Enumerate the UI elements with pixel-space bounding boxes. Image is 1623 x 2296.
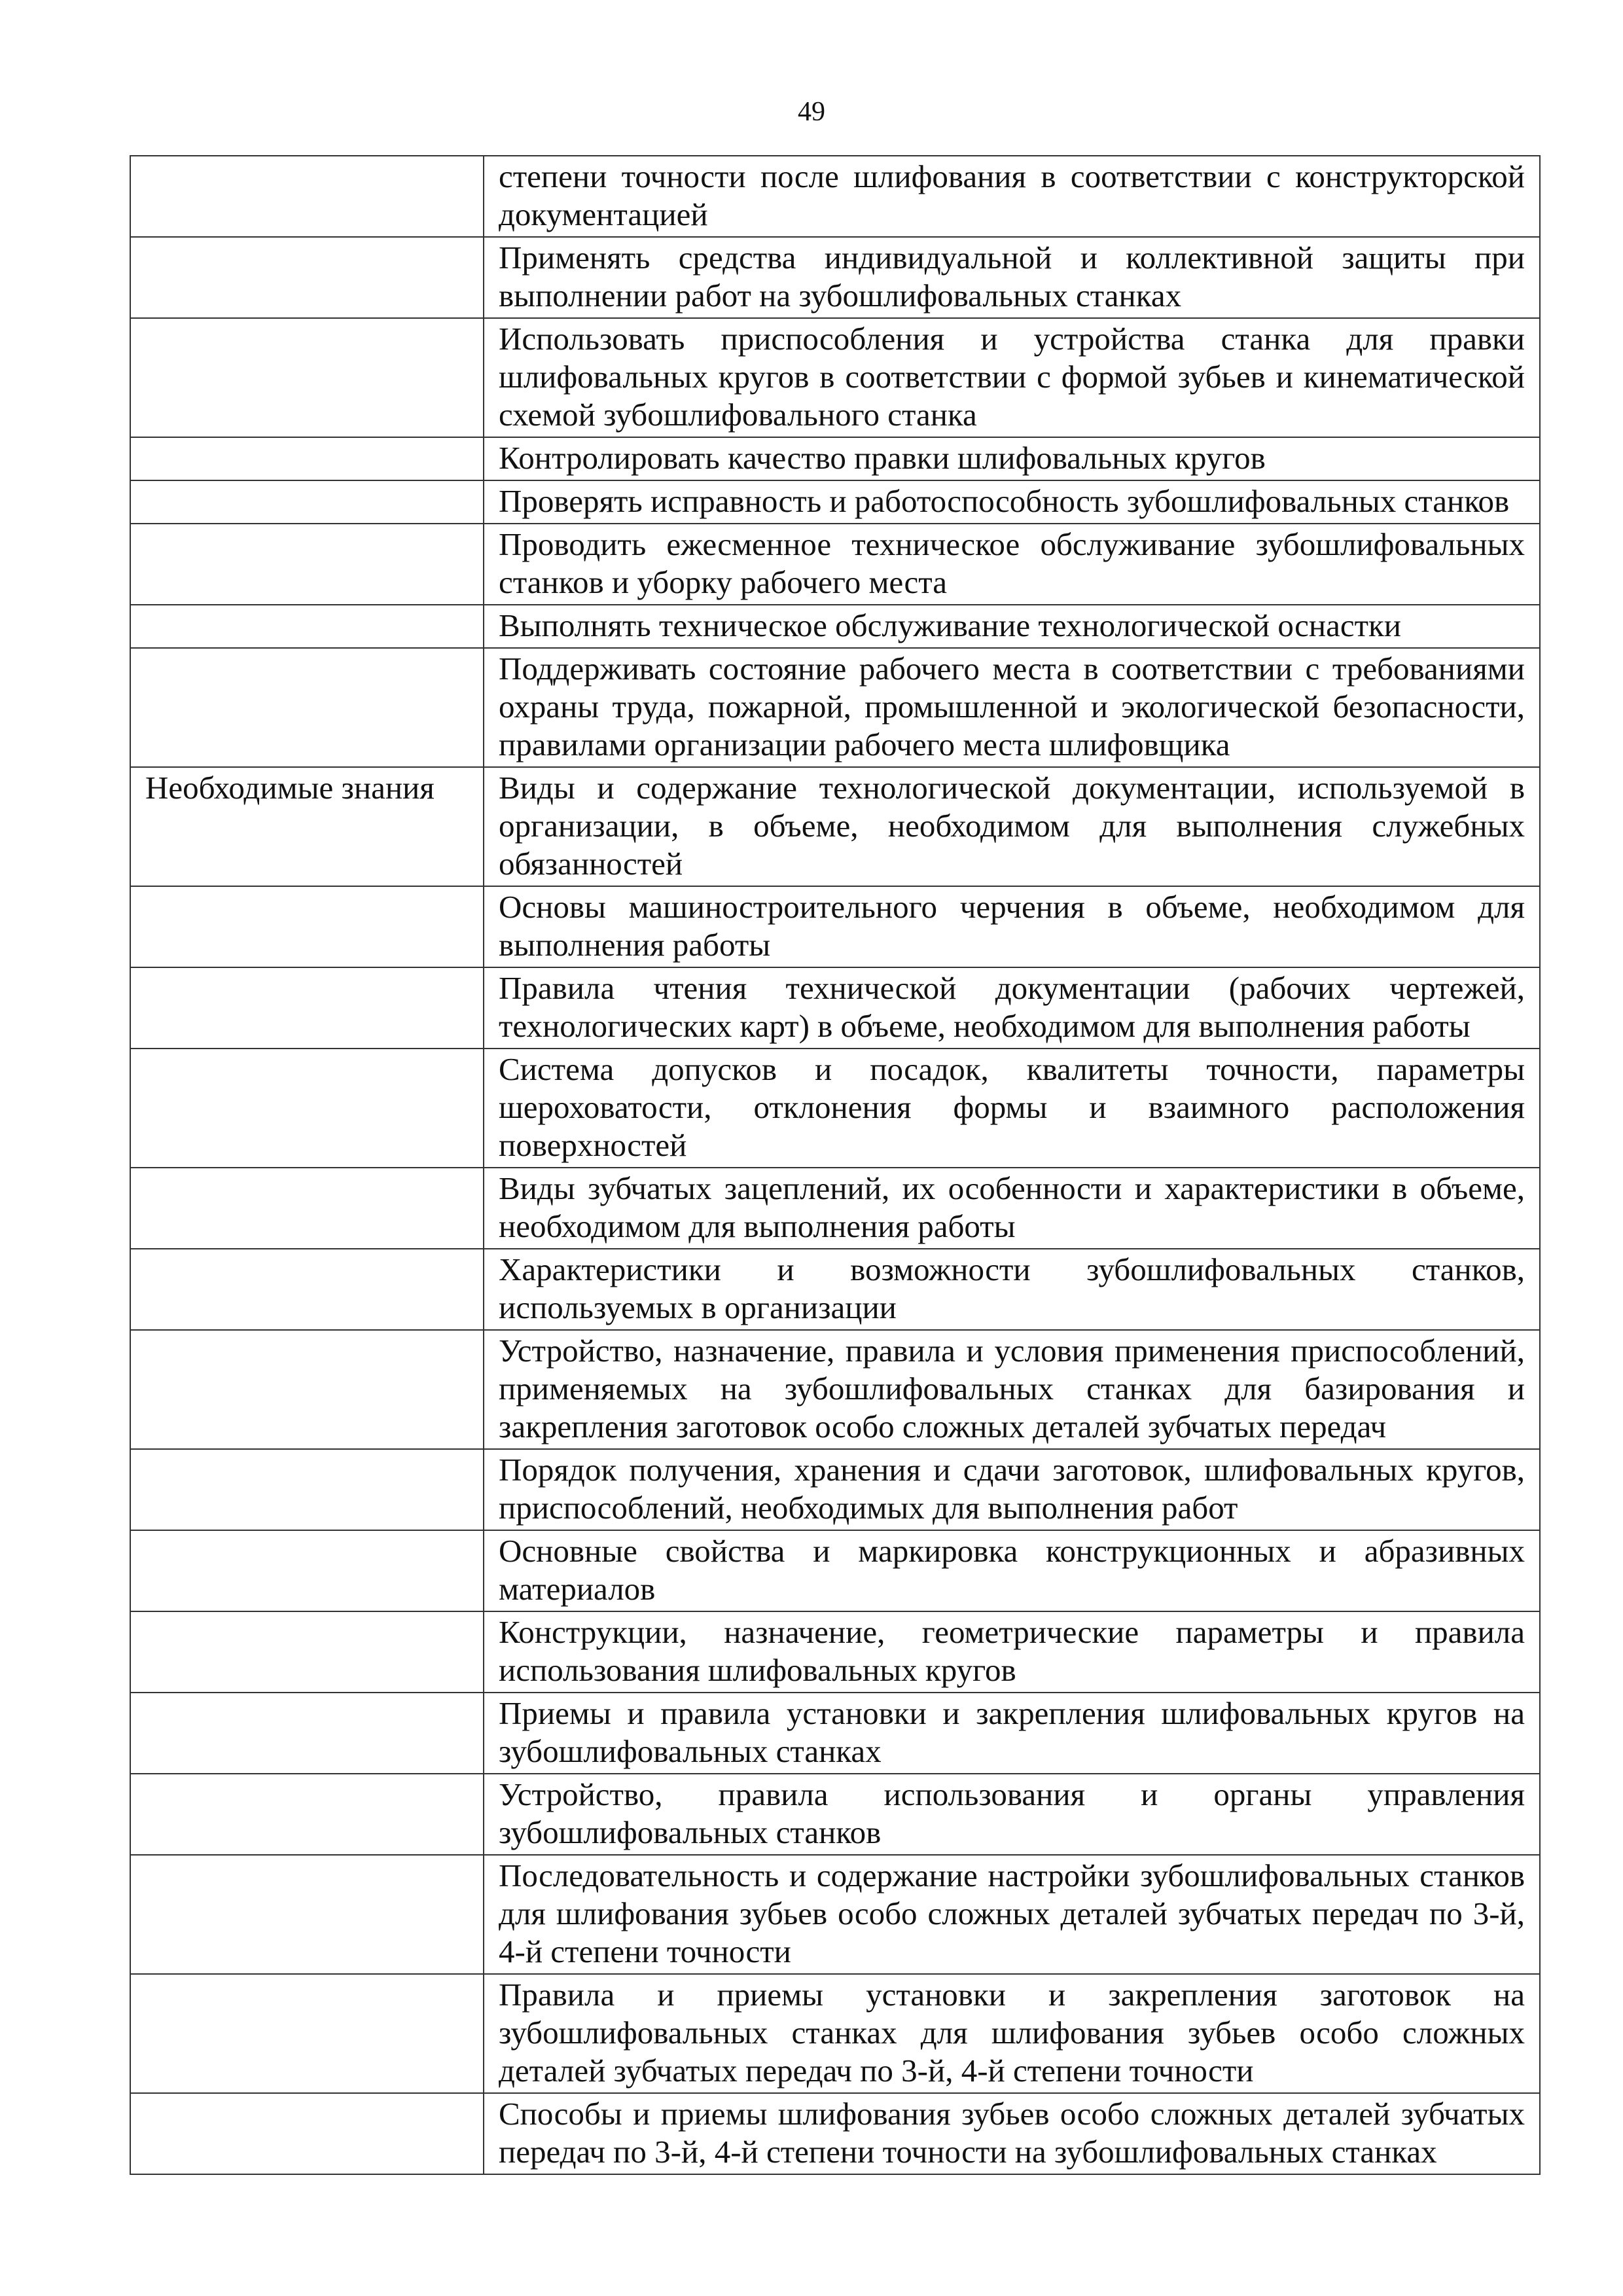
knowledge-item: Правила чтения технической документации (рабочих чертежей, технологических карт) в объеме, необходимом для выполнения работы — [484, 967, 1540, 1049]
knowledge-label-cell — [130, 886, 484, 967]
knowledge-item: Устройство, назначение, правила и условия применения приспособлений, применяемых на зубошлифовальных станках для базирования и закрепления заготовок особо сложных деталей зубчатых передач — [484, 1330, 1540, 1449]
skills-label-cell — [130, 524, 484, 605]
knowledge-label: Необходимые знания — [130, 767, 484, 886]
skill-item: Контролировать качество правки шлифовальных кругов — [484, 437, 1540, 480]
table-row — [130, 1611, 1540, 1693]
skills-label-cell — [130, 480, 484, 524]
knowledge-item: Способы и приемы шлифования зубьев особо сложных деталей зубчатых передач по 3-й, 4-й степени точности на зубошлифовальных станках — [484, 2093, 1540, 2174]
knowledge-label-cell — [130, 1168, 484, 1249]
knowledge-label-cell — [130, 1449, 484, 1530]
skills-label-cell — [130, 318, 484, 437]
knowledge-item: Система допусков и посадок, квалитеты точности, параметры шероховатости, отклонения формы и взаимного расположения поверхностей — [484, 1049, 1540, 1168]
skill-item: Выполнять техническое обслуживание технологической оснастки — [484, 605, 1540, 648]
table-row — [130, 1449, 1540, 1530]
knowledge-item: Правила и приемы установки и закрепления заготовок на зубошлифовальных станках для шлифования зубьев особо сложных деталей зубчатых передач по 3-й, 4-й степени точности — [484, 1974, 1540, 2093]
table-row — [130, 1855, 1540, 1974]
table-row — [130, 1049, 1540, 1168]
knowledge-label-cell — [130, 1693, 484, 1774]
table-row — [130, 767, 1540, 886]
knowledge-label-cell — [130, 2093, 484, 2174]
knowledge-label-cell — [130, 1330, 484, 1449]
knowledge-label-cell — [130, 1974, 484, 2093]
knowledge-item: Виды зубчатых зацеплений, их особенности и характеристики в объеме, необходимом для выполнения работы — [484, 1168, 1540, 1249]
table-row — [130, 1693, 1540, 1774]
knowledge-item: Характеристики и возможности зубошлифовальных станков, используемых в организации — [484, 1249, 1540, 1330]
skill-item: степени точности после шлифования в соответствии с конструкторской документацией — [484, 156, 1540, 237]
skill-item: Использовать приспособления и устройства станка для правки шлифовальных кругов в соответствии с формой зубьев и кинематической схемой зубошлифовального станка — [484, 318, 1540, 437]
knowledge-label-cell — [130, 1774, 484, 1855]
table-row — [130, 1168, 1540, 1249]
table-row — [130, 1774, 1540, 1855]
table-row — [130, 1330, 1540, 1449]
skills-label-cell — [130, 437, 484, 480]
table-row — [130, 156, 1540, 237]
page-number: 49 — [798, 97, 825, 127]
knowledge-label-cell — [130, 967, 484, 1049]
knowledge-item: Устройство, правила использования и органы управления зубошлифовальных станков — [484, 1774, 1540, 1855]
table-row — [130, 480, 1540, 524]
knowledge-label-cell — [130, 1249, 484, 1330]
knowledge-label-cell — [130, 1611, 484, 1693]
knowledge-item: Основы машиностроительного черчения в объеме, необходимом для выполнения работы — [484, 886, 1540, 967]
skills-label-cell — [130, 605, 484, 648]
knowledge-label-cell — [130, 1049, 484, 1168]
knowledge-label-cell — [130, 1530, 484, 1611]
knowledge-label-cell — [130, 1855, 484, 1974]
skills-label-cell — [130, 156, 484, 237]
table-row — [130, 967, 1540, 1049]
skill-item: Проверять исправность и работоспособность зубошлифовальных станков — [484, 480, 1540, 524]
knowledge-item: Виды и содержание технологической документации, используемой в организации, в объеме, необходимом для выполнения служебных обязанностей — [484, 767, 1540, 886]
skill-item: Поддерживать состояние рабочего места в соответствии с требованиями охраны труда, пожарной, промышленной и экологической безопасности, правилами организации рабочего места шлифовщика — [484, 648, 1540, 767]
table-row — [130, 1974, 1540, 2093]
skill-item: Проводить ежесменное техническое обслуживание зубошлифовальных станков и уборку рабочего места — [484, 524, 1540, 605]
table-row — [130, 237, 1540, 318]
knowledge-item: Приемы и правила установки и закрепления шлифовальных кругов на зубошлифовальных станках — [484, 1693, 1540, 1774]
requirements-table — [130, 155, 1541, 2175]
knowledge-item: Основные свойства и маркировка конструкционных и абразивных материалов — [484, 1530, 1540, 1611]
skill-item: Применять средства индивидуальной и коллективной защиты при выполнении работ на зубошлифовальных станках — [484, 237, 1540, 318]
table-row — [130, 524, 1540, 605]
table-row — [130, 437, 1540, 480]
skills-label-cell — [130, 648, 484, 767]
table-row — [130, 2093, 1540, 2174]
table-row — [130, 648, 1540, 767]
knowledge-item: Конструкции, назначение, геометрические параметры и правила использования шлифовальных кругов — [484, 1611, 1540, 1693]
table-row — [130, 886, 1540, 967]
table-row — [130, 1249, 1540, 1330]
skills-label-cell — [130, 237, 484, 318]
table-row — [130, 605, 1540, 648]
table-row — [130, 318, 1540, 437]
table-row — [130, 1530, 1540, 1611]
knowledge-item: Последовательность и содержание настройки зубошлифовальных станков для шлифования зубьев особо сложных деталей зубчатых передач по 3-й, 4-й степени точности — [484, 1855, 1540, 1974]
knowledge-item: Порядок получения, хранения и сдачи заготовок, шлифовальных кругов, приспособлений, необходимых для выполнения работ — [484, 1449, 1540, 1530]
